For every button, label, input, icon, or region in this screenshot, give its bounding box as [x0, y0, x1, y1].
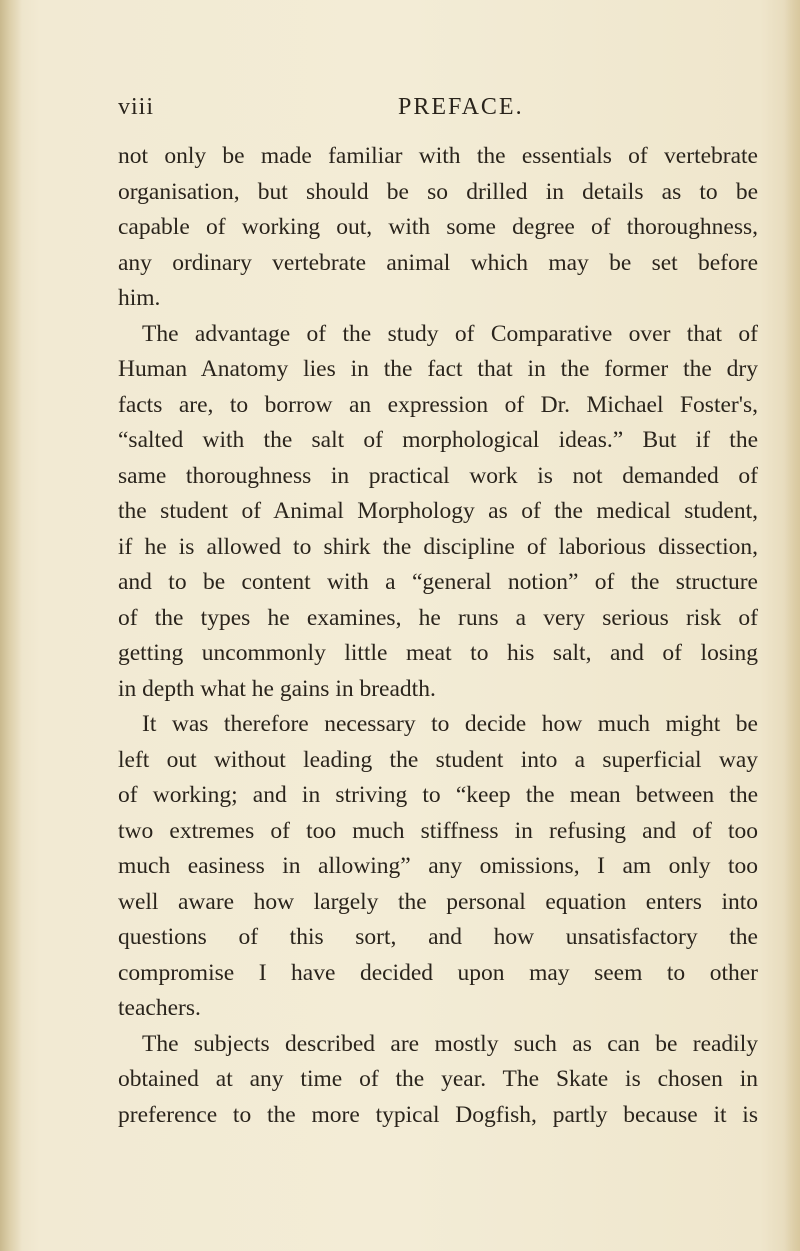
text-line: teachers.	[118, 995, 201, 1021]
text-line: obtained at any time of the year. The Skate is chosen in	[118, 1066, 758, 1092]
text-line: left out without leading the student into a superficial way	[118, 746, 758, 773]
page-gutter-shadow	[0, 0, 22, 1251]
paragraph-start-line: The subjects described are mostly such as can be readily	[142, 1030, 758, 1057]
text-line: same thoroughness in practical work is not demanded of	[118, 462, 758, 489]
running-title: PREFACE.	[398, 94, 524, 120]
text-line: in depth what he gains in breadth.	[118, 675, 436, 702]
text-line: two extremes of too much stiffness in refusing and of too	[118, 817, 758, 844]
text-line: “salted with the salt of morphological ideas.” But if the	[118, 427, 758, 453]
text-line: much easiness in allowing” any omissions, I am only too	[118, 853, 758, 879]
text-line: any ordinary vertebrate animal which may be set before	[118, 249, 758, 276]
text-line: him.	[118, 285, 161, 311]
text-line: well aware how largely the personal equation enters into	[118, 888, 758, 915]
text-line: facts are, to borrow an expression of Dr. Michael Foster's,	[118, 391, 758, 418]
text-line: Human Anatomy lies in the fact that in the former the dry	[118, 356, 758, 382]
text-line: compromise I have decided upon may seem to other	[118, 959, 758, 986]
running-head	[0, 92, 800, 122]
text-line: of the types he examines, he runs a very serious risk of	[118, 604, 758, 631]
text-line: the student of Animal Morphology as of the medical student,	[118, 498, 758, 524]
page-number: viii	[118, 94, 155, 120]
paragraph-start-line: It was therefore necessary to decide how much might be	[142, 711, 758, 737]
text-line: organisation, but should be so drilled in details as to be	[118, 178, 758, 205]
text-line: capable of working out, with some degree of thoroughness,	[118, 214, 758, 240]
paragraph-start-line: The advantage of the study of Comparative over that of	[142, 320, 758, 347]
text-line: if he is allowed to shirk the discipline of laborious dissection,	[118, 533, 758, 560]
body-text	[118, 139, 758, 1133]
text-line: preference to the more typical Dogfish, partly because it is	[118, 1101, 758, 1128]
text-line: not only be made familiar with the essentials of vertebrate	[118, 143, 758, 169]
text-line: and to be content with a “general notion” of the structure	[118, 569, 758, 595]
text-line: questions of this sort, and how unsatisfactory the	[118, 924, 758, 950]
text-line: getting uncommonly little meat to his salt, and of losing	[118, 640, 758, 666]
text-line: of working; and in striving to “keep the mean between the	[118, 782, 758, 808]
page-edge-shadow	[784, 0, 800, 1251]
